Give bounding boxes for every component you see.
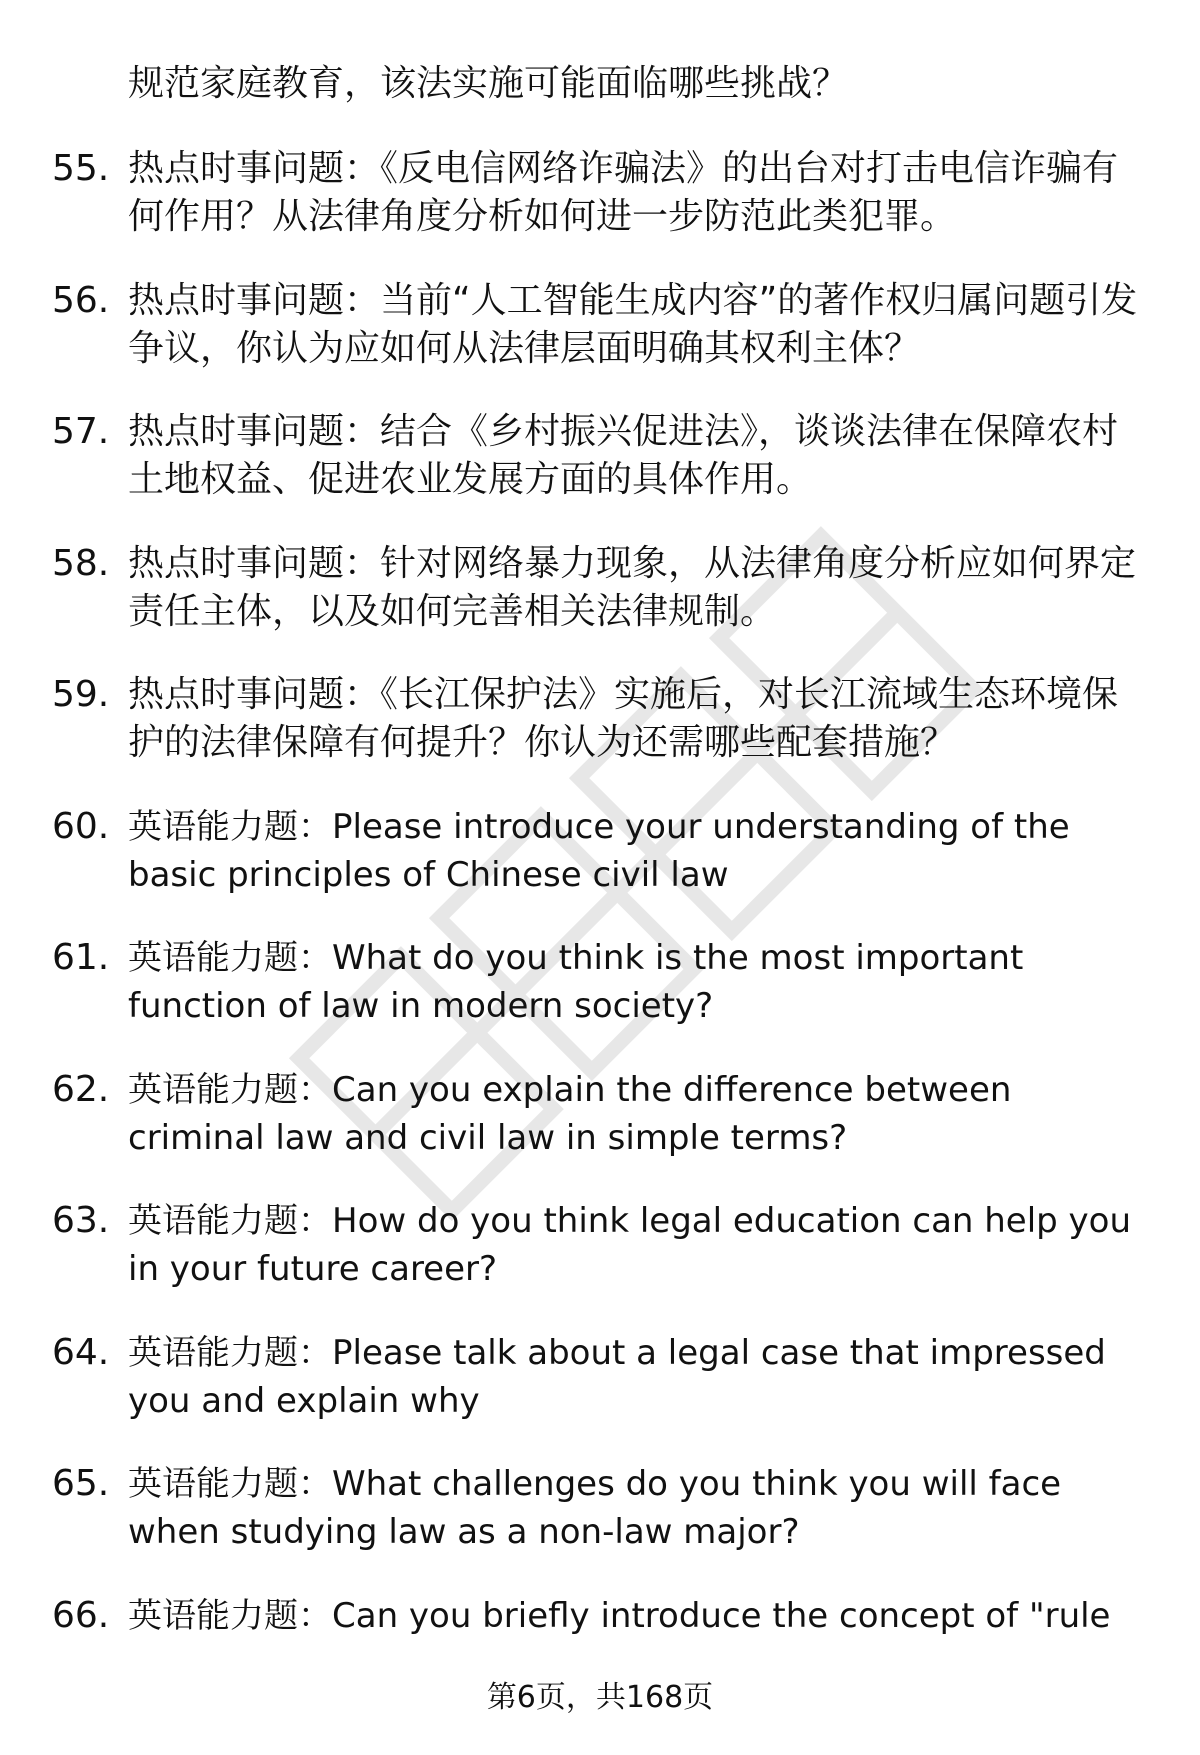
question-text: 英语能力题：Can you explain the difference between criminal law and civil law in simple terms? [128, 1069, 1012, 1158]
question-text: 英语能力题：Please introduce your understanding of the basic principles of Chinese civil law [128, 806, 1070, 895]
question-item [0, 1329, 1200, 1461]
question-number: 55. [52, 148, 110, 189]
question-text: 英语能力题：Please talk about a legal case that impressed you and explain why [128, 1332, 1106, 1421]
question-number: 61. [52, 937, 110, 978]
question-list [0, 145, 1200, 1723]
question-item [0, 1460, 1200, 1592]
question-number: 58. [52, 542, 110, 584]
question-item [0, 934, 1200, 1066]
question-text: 热点时事问题：《长江保护法》实施后，对长江流域生态环境保护的法律保障有何提升？你认为还需哪些配套措施？ [128, 674, 1119, 763]
question-item [0, 408, 1200, 540]
question-number: 63. [52, 1200, 110, 1241]
question-number: 57. [52, 411, 110, 452]
question-item [0, 1197, 1200, 1329]
question-text: 热点时事问题：针对网络暴力现象，从法律角度分析应如何界定责任主体，以及如何完善相关法律规制。 [128, 542, 1137, 632]
question-text: 英语能力题：What do you think is the most important function of law in modern society? [128, 938, 1024, 1026]
question-item [0, 540, 1200, 672]
question-number: 62. [52, 1068, 110, 1110]
question-text: 热点时事问题：《反电信网络诈骗法》的出台对打击电信诈骗有何作用？从法律角度分析如何进一步防范此类犯罪。 [128, 148, 1119, 237]
question-number: 56. [52, 279, 110, 321]
question-number: 59. [52, 674, 110, 715]
question-text: 热点时事问题：当前“人工智能生成内容”的著作权归属问题引发争议，你认为应如何从法律层面明确其权利主体？ [128, 279, 1138, 369]
question-item [0, 671, 1200, 803]
question-item [0, 277, 1200, 409]
question-item [0, 1066, 1200, 1198]
question-text: 热点时事问题：结合《乡村振兴促进法》，谈谈法律在保障农村土地权益、促进农业发展方面的具体作用。 [128, 411, 1119, 500]
question-text: 英语能力题：How do you think legal education can help you in your future career? [128, 1201, 1132, 1289]
continued-question-text: 规范家庭教育，该法实施可能面临哪些挑战？ [128, 63, 849, 104]
question-text: 英语能力题：Can you briefly introduce the concept of "rule [128, 1595, 1111, 1636]
question-number: 64. [52, 1331, 110, 1373]
page-number-footer: 第6页，共168页 [486, 1680, 714, 1715]
question-text: 英语能力题：What challenges do you think you will face when studying law as a non-law major? [128, 1464, 1062, 1552]
question-item [0, 145, 1200, 277]
question-number: 65. [52, 1463, 110, 1504]
question-number: 66. [52, 1594, 110, 1636]
question-number: 60. [52, 805, 110, 847]
question-item [0, 803, 1200, 935]
